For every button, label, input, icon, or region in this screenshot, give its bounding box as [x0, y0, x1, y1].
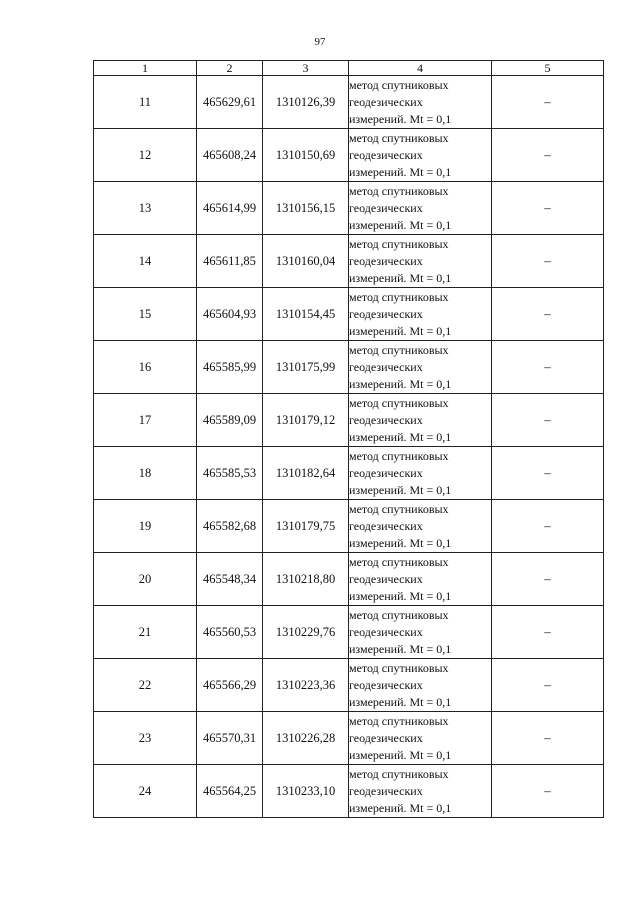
x-coordinate-cell: 465566,29 [197, 659, 263, 712]
header-row [94, 61, 604, 76]
y-coordinate-cell: 1310175,99 [263, 341, 349, 394]
point-number-cell: 14 [94, 235, 197, 288]
method-cell: метод спутниковых геодезических измерений. Mt = 0,1 [349, 606, 492, 659]
header-cell-5: 5 [492, 61, 604, 76]
y-coordinate-cell: 1310182,64 [263, 447, 349, 500]
note-cell: – [492, 394, 604, 447]
y-coordinate-cell: 1310226,28 [263, 712, 349, 765]
method-cell: метод спутниковых геодезических измерений. Mt = 0,1 [349, 341, 492, 394]
point-number-cell: 12 [94, 129, 197, 182]
method-cell: метод спутниковых геодезических измерений. Mt = 0,1 [349, 182, 492, 235]
x-coordinate-cell: 465589,09 [197, 394, 263, 447]
y-coordinate-cell: 1310154,45 [263, 288, 349, 341]
note-cell: – [492, 606, 604, 659]
method-cell: метод спутниковых геодезических измерений. Mt = 0,1 [349, 235, 492, 288]
note-cell: – [492, 659, 604, 712]
note-cell: – [492, 447, 604, 500]
x-coordinate-cell: 465564,25 [197, 765, 263, 818]
method-cell: метод спутниковых геодезических измерений. Mt = 0,1 [349, 659, 492, 712]
x-coordinate-cell: 465582,68 [197, 500, 263, 553]
x-coordinate-cell: 465585,53 [197, 447, 263, 500]
point-number-cell: 22 [94, 659, 197, 712]
table-row [94, 447, 604, 500]
x-coordinate-cell: 465570,31 [197, 712, 263, 765]
table-row [94, 235, 604, 288]
method-cell: метод спутниковых геодезических измерений. Mt = 0,1 [349, 76, 492, 129]
x-coordinate-cell: 465548,34 [197, 553, 263, 606]
note-cell: – [492, 182, 604, 235]
x-coordinate-cell: 465604,93 [197, 288, 263, 341]
table-row [94, 182, 604, 235]
page-number: 97 [314, 36, 326, 48]
method-cell: метод спутниковых геодезических измерений. Mt = 0,1 [349, 765, 492, 818]
method-cell: метод спутниковых геодезических измерений. Mt = 0,1 [349, 129, 492, 182]
point-number-cell: 23 [94, 712, 197, 765]
note-cell: – [492, 553, 604, 606]
point-number-cell: 17 [94, 394, 197, 447]
note-cell: – [492, 712, 604, 765]
point-number-cell: 13 [94, 182, 197, 235]
table-row [94, 712, 604, 765]
table-body [94, 76, 604, 818]
x-coordinate-cell: 465585,99 [197, 341, 263, 394]
method-cell: метод спутниковых геодезических измерений. Mt = 0,1 [349, 553, 492, 606]
point-number-cell: 19 [94, 500, 197, 553]
note-cell: – [492, 341, 604, 394]
y-coordinate-cell: 1310160,04 [263, 235, 349, 288]
x-coordinate-cell: 465608,24 [197, 129, 263, 182]
method-cell: метод спутниковых геодезических измерений. Mt = 0,1 [349, 447, 492, 500]
point-number-cell: 11 [94, 76, 197, 129]
y-coordinate-cell: 1310229,76 [263, 606, 349, 659]
table-row [94, 765, 604, 818]
y-coordinate-cell: 1310156,15 [263, 182, 349, 235]
header-cell-1: 1 [94, 61, 197, 76]
point-number-cell: 16 [94, 341, 197, 394]
method-cell: метод спутниковых геодезических измерений. Mt = 0,1 [349, 394, 492, 447]
note-cell: – [492, 500, 604, 553]
method-cell: метод спутниковых геодезических измерений. Mt = 0,1 [349, 500, 492, 553]
point-number-cell: 21 [94, 606, 197, 659]
note-cell: – [492, 76, 604, 129]
table-row [94, 553, 604, 606]
header-cell-4: 4 [349, 61, 492, 76]
y-coordinate-cell: 1310233,10 [263, 765, 349, 818]
method-cell: метод спутниковых геодезических измерений. Mt = 0,1 [349, 712, 492, 765]
table-row [94, 606, 604, 659]
table-row [94, 659, 604, 712]
point-number-cell: 20 [94, 553, 197, 606]
table-row [94, 288, 604, 341]
header-cell-3: 3 [263, 61, 349, 76]
point-number-cell: 15 [94, 288, 197, 341]
point-number-cell: 18 [94, 447, 197, 500]
note-cell: – [492, 129, 604, 182]
x-coordinate-cell: 465560,53 [197, 606, 263, 659]
table-row [94, 341, 604, 394]
x-coordinate-cell: 465614,99 [197, 182, 263, 235]
point-number-cell: 24 [94, 765, 197, 818]
note-cell: – [492, 235, 604, 288]
table-row [94, 394, 604, 447]
note-cell: – [492, 765, 604, 818]
header-cell-2: 2 [197, 61, 263, 76]
note-cell: – [492, 288, 604, 341]
coordinates-table [93, 60, 604, 818]
x-coordinate-cell: 465629,61 [197, 76, 263, 129]
y-coordinate-cell: 1310150,69 [263, 129, 349, 182]
y-coordinate-cell: 1310179,75 [263, 500, 349, 553]
method-cell: метод спутниковых геодезических измерений. Mt = 0,1 [349, 288, 492, 341]
y-coordinate-cell: 1310218,80 [263, 553, 349, 606]
y-coordinate-cell: 1310223,36 [263, 659, 349, 712]
y-coordinate-cell: 1310126,39 [263, 76, 349, 129]
table-row [94, 129, 604, 182]
table-row [94, 500, 604, 553]
y-coordinate-cell: 1310179,12 [263, 394, 349, 447]
table-row [94, 76, 604, 129]
x-coordinate-cell: 465611,85 [197, 235, 263, 288]
